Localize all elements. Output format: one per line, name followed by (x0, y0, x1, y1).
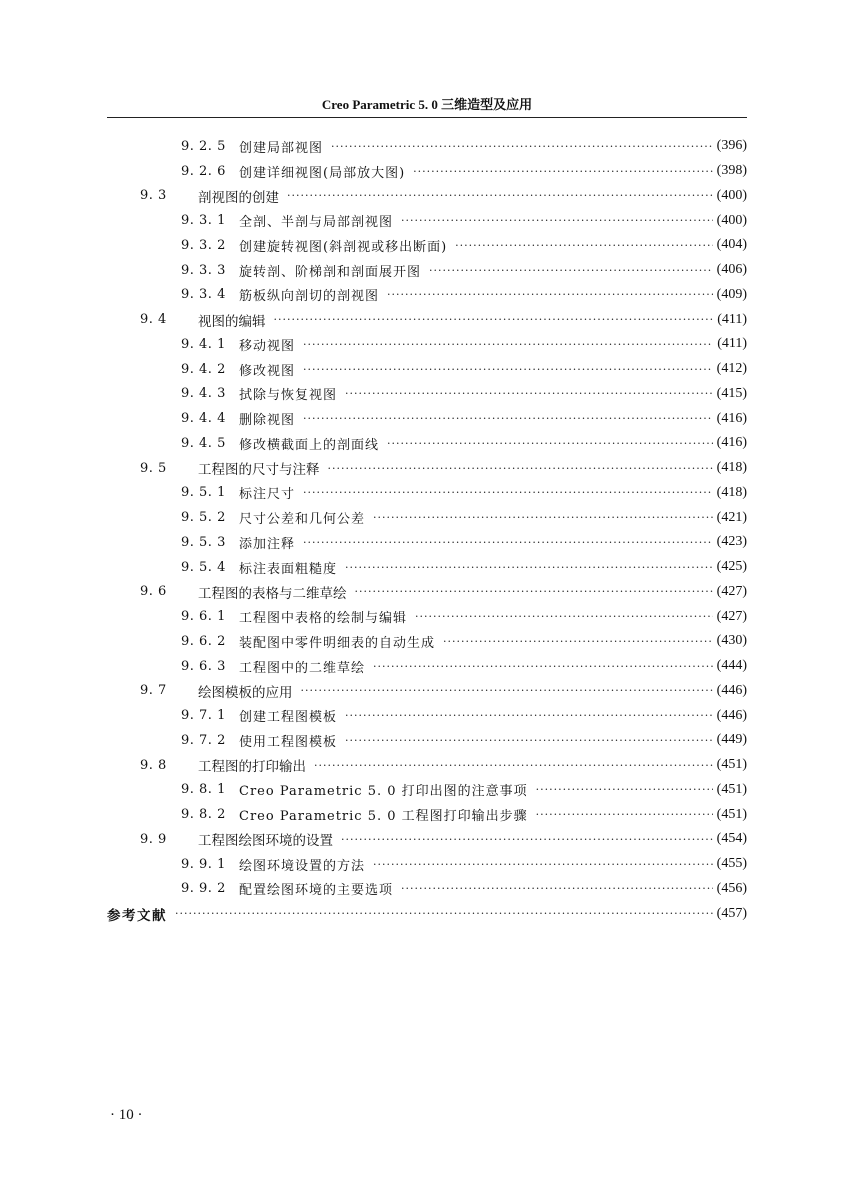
toc-number: 9. 5 (140, 460, 167, 476)
toc-subsection (107, 802, 747, 827)
toc-subsection (107, 703, 747, 728)
toc-subsection (107, 604, 747, 629)
toc-number: 9. 9. 2 (181, 881, 226, 897)
toc-page-number: (411) (717, 311, 747, 327)
toc-page-number: (454) (716, 831, 747, 847)
toc-title: 创建旋转视图(斜剖视或移出断面) (239, 239, 448, 255)
toc-title: 工程图的尺寸与注释 (198, 462, 320, 479)
toc-title: 创建详细视图(局部放大图) (239, 165, 406, 181)
toc-entry-references (107, 901, 747, 926)
toc-number: 9. 7. 2 (181, 732, 226, 748)
toc-leader-dots (443, 635, 713, 648)
toc-number: 9. 4. 3 (181, 386, 226, 402)
toc-number: 9. 7. 1 (181, 708, 226, 724)
toc-page-number: (456) (716, 880, 747, 896)
toc-title: 拭除与恢复视图 (239, 388, 338, 404)
toc-number: 9. 6. 2 (181, 633, 226, 649)
toc-title: 创建局部视图 (239, 140, 324, 156)
toc-leader-dots (355, 585, 713, 598)
toc-title: 绘图环境设置的方法 (239, 858, 366, 874)
toc-title: 创建工程图模板 (239, 710, 338, 726)
toc-page-number: (427) (716, 583, 747, 599)
toc-subsection (107, 629, 747, 654)
toc-title: 视图的编辑 (198, 313, 266, 330)
toc-page-number: (444) (716, 658, 747, 674)
toc-leader-dots (373, 858, 713, 871)
toc-subsection (107, 654, 747, 679)
toc-title: Creo Parametric 5. 0 工程图打印输出步骤 (239, 809, 528, 825)
toc-page-number: (398) (716, 163, 747, 179)
toc-section (107, 184, 747, 209)
toc-title: 删除视图 (239, 413, 296, 429)
toc-page-number: (446) (716, 682, 747, 698)
toc-number: 9. 6 (140, 584, 167, 600)
toc-leader-dots (345, 709, 713, 722)
toc-leader-dots (274, 313, 714, 326)
toc-leader-dots (387, 288, 713, 301)
toc-number: 9. 3 (140, 188, 167, 204)
toc-leader-dots (345, 561, 713, 574)
toc-section (107, 456, 747, 481)
toc-leader-dots (345, 734, 713, 747)
toc-title: 旋转剖、阶梯剖和剖面展开图 (239, 264, 422, 280)
toc-number: 9. 8. 1 (181, 782, 226, 798)
toc-page-number: (416) (716, 410, 747, 426)
toc-subsection (107, 332, 747, 357)
toc-title: 剖视图的创建 (198, 189, 279, 206)
toc-leader-dots (413, 165, 713, 178)
toc-subsection (107, 530, 747, 555)
toc-section (107, 753, 747, 778)
toc-page-number: (411) (717, 336, 747, 352)
toc-title: 工程图中表格的绘制与编辑 (239, 611, 408, 627)
toc-number: 9. 2. 6 (181, 163, 226, 179)
toc-number: 9. 3. 2 (181, 237, 226, 253)
toc-leader-dots (175, 907, 713, 920)
toc-subsection (107, 505, 747, 530)
toc-subsection (107, 431, 747, 456)
toc-page-number: (449) (716, 732, 747, 748)
toc-leader-dots (345, 387, 713, 400)
toc-page-number: (455) (716, 856, 747, 872)
toc-title: 全剖、半剖与局部剖视图 (239, 215, 394, 231)
toc-page-number: (400) (716, 212, 747, 228)
toc-leader-dots (415, 610, 713, 623)
toc-number: 9. 4. 4 (181, 411, 226, 427)
toc-title: 工程图中的二维草绘 (239, 660, 366, 676)
toc-page-number: (415) (716, 385, 747, 401)
toc-number: 9. 4. 1 (181, 336, 226, 352)
toc-title: 工程图的表格与二维草绘 (198, 585, 347, 602)
toc-page-number: (406) (716, 262, 747, 278)
toc-leader-dots (303, 363, 713, 376)
toc-subsection (107, 233, 747, 258)
toc-title: 修改横截面上的剖面线 (239, 437, 380, 453)
table-of-contents (107, 134, 747, 926)
toc-page-number: (427) (716, 608, 747, 624)
toc-page-number: (421) (716, 509, 747, 525)
toc-title: 工程图的打印输出 (198, 759, 306, 776)
toc-page-number: (418) (716, 460, 747, 476)
toc-subsection (107, 357, 747, 382)
toc-page-number: (412) (716, 361, 747, 377)
toc-number: 9. 3. 3 (181, 262, 226, 278)
toc-title: 绘图模板的应用 (198, 684, 293, 701)
toc-page-number: (425) (716, 559, 747, 575)
toc-leader-dots (287, 189, 713, 202)
toc-number: 9. 5. 1 (181, 485, 226, 501)
toc-leader-dots (429, 264, 713, 277)
toc-page-number: (409) (716, 286, 747, 302)
toc-page-number: (418) (716, 484, 747, 500)
toc-number: 9. 2. 5 (181, 138, 226, 154)
toc-leader-dots (314, 759, 713, 772)
toc-subsection (107, 481, 747, 506)
toc-subsection (107, 134, 747, 159)
toc-number: 9. 5. 4 (181, 559, 226, 575)
toc-subsection (107, 406, 747, 431)
toc-leader-dots (373, 660, 713, 673)
toc-subsection (107, 159, 747, 184)
toc-page-number: (416) (716, 435, 747, 451)
toc-leader-dots (536, 808, 713, 821)
toc-page-number: (430) (716, 633, 747, 649)
toc-page-number: (400) (716, 187, 747, 203)
toc-title: 参考文献 (107, 907, 167, 924)
toc-page-number: (451) (716, 757, 747, 773)
toc-subsection (107, 778, 747, 803)
toc-section (107, 827, 747, 852)
toc-number: 9. 6. 3 (181, 658, 226, 674)
toc-leader-dots (303, 536, 713, 549)
toc-title: 工程图绘图环境的设置 (198, 833, 333, 850)
toc-title: 筋板纵向剖切的剖视图 (239, 289, 380, 305)
toc-title: Creo Parametric 5. 0 打印出图的注意事项 (239, 784, 528, 800)
toc-number: 9. 8 (140, 757, 167, 773)
toc-subsection (107, 728, 747, 753)
toc-title: 添加注释 (239, 536, 296, 552)
toc-leader-dots (401, 882, 713, 895)
toc-leader-dots (331, 140, 713, 153)
toc-subsection (107, 555, 747, 580)
toc-title: 配置绘图环境的主要选项 (239, 883, 394, 899)
toc-title: 装配图中零件明细表的自动生成 (239, 635, 436, 651)
toc-leader-dots (303, 486, 713, 499)
toc-subsection (107, 258, 747, 283)
toc-number: 9. 7 (140, 683, 167, 699)
toc-section (107, 580, 747, 605)
toc-number: 9. 4. 5 (181, 435, 226, 451)
toc-page-number: (457) (716, 905, 747, 921)
toc-number: 9. 5. 2 (181, 510, 226, 526)
toc-number: 9. 8. 2 (181, 807, 226, 823)
toc-subsection (107, 382, 747, 407)
toc-section (107, 679, 747, 704)
toc-leader-dots (401, 214, 713, 227)
header-rule (107, 117, 747, 118)
toc-page-number: (451) (716, 806, 747, 822)
toc-subsection (107, 283, 747, 308)
toc-section (107, 307, 747, 332)
toc-number: 9. 4. 2 (181, 361, 226, 377)
toc-number: 9. 3. 4 (181, 287, 226, 303)
toc-title: 移动视图 (239, 338, 296, 354)
toc-leader-dots (455, 239, 713, 252)
toc-number: 9. 4 (140, 312, 167, 328)
toc-leader-dots (301, 684, 713, 697)
toc-subsection (107, 208, 747, 233)
page-number: · 10 · (110, 1107, 143, 1123)
toc-title: 尺寸公差和几何公差 (239, 512, 366, 528)
toc-page-number: (396) (716, 138, 747, 154)
toc-leader-dots (303, 412, 713, 425)
toc-title: 使用工程图模板 (239, 734, 338, 750)
toc-leader-dots (373, 511, 713, 524)
toc-subsection (107, 877, 747, 902)
toc-title: 标注尺寸 (239, 487, 296, 503)
toc-subsection (107, 852, 747, 877)
running-header: Creo Parametric 5. 0 三维造型及应用 (321, 97, 533, 112)
toc-page-number: (451) (716, 781, 747, 797)
toc-title: 标注表面粗糙度 (239, 561, 338, 577)
toc-page-number: (446) (716, 707, 747, 723)
toc-number: 9. 5. 3 (181, 534, 226, 550)
toc-leader-dots (328, 462, 713, 475)
toc-page-number: (423) (716, 534, 747, 550)
toc-page-number: (404) (716, 237, 747, 253)
toc-number: 9. 9 (140, 831, 167, 847)
toc-leader-dots (536, 783, 713, 796)
toc-leader-dots (341, 833, 713, 846)
toc-number: 9. 9. 1 (181, 856, 226, 872)
toc-number: 9. 3. 1 (181, 213, 226, 229)
toc-leader-dots (303, 338, 713, 351)
toc-number: 9. 6. 1 (181, 609, 226, 625)
toc-leader-dots (387, 437, 713, 450)
toc-title: 修改视图 (239, 363, 296, 379)
